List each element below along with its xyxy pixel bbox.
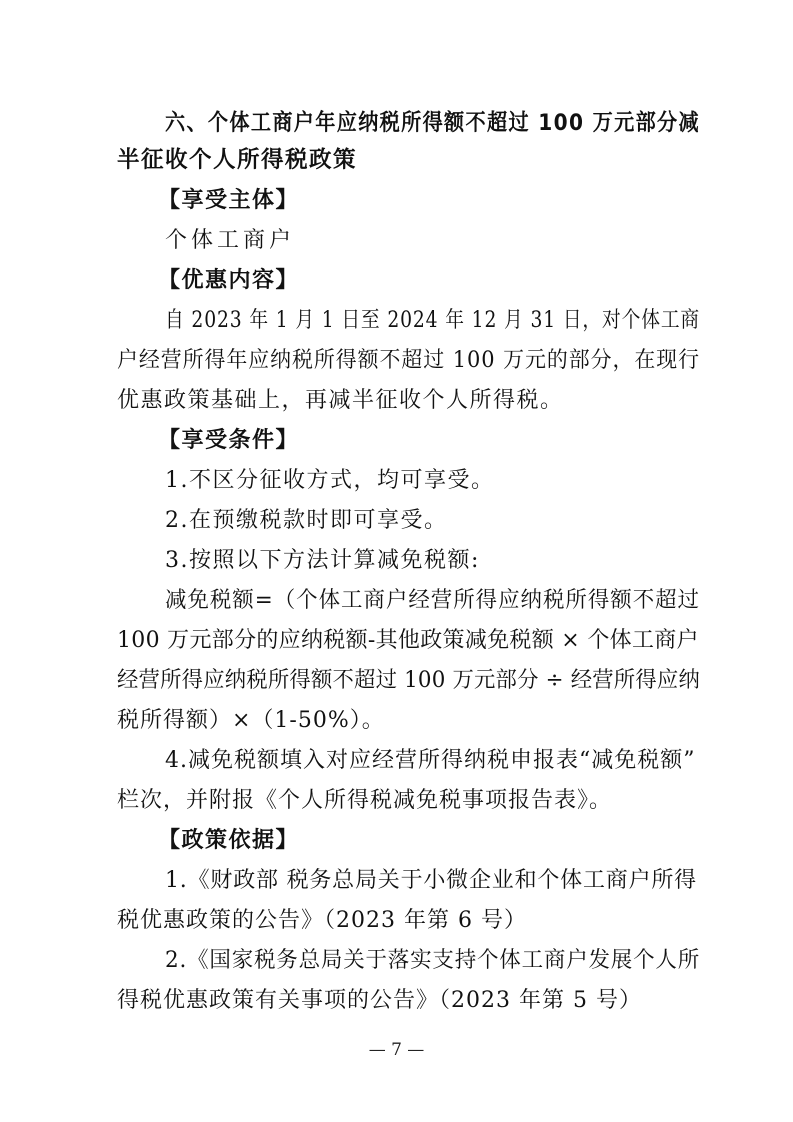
basis-1-line-1: 1.《财政部 税务总局关于小微企业和个体工商户所得 (165, 868, 697, 893)
formula-line-1: 减免税额=（个体工商户经营所得应纳税所得额不超过 (165, 588, 701, 613)
heading-basis: 【政策依据】 (158, 828, 300, 853)
formula-line-2: 100 万元部分的应纳税额-其他政策减免税额 × 个体工商户 (117, 628, 699, 653)
section-title-line-2: 半征收个人所得税政策 (117, 147, 358, 173)
subject-text: 个体工商户 (165, 228, 296, 253)
condition-4-line-1: 4.减免税额填入对应经营所得纳税申报表“减免税额” (165, 748, 696, 773)
basis-1-line-2: 税优惠政策的公告》（2023 年第 6 号） (117, 908, 527, 933)
condition-2: 2.在预缴税款时即可享受。 (165, 508, 448, 533)
heading-subject: 【享受主体】 (158, 188, 300, 213)
condition-4-line-2: 栏次，并附报《个人所得税减免税事项报告表》。 (117, 788, 613, 813)
content-line-2: 户经营所得年应纳税所得额不超过 100 万元的部分，在现行 (117, 348, 701, 373)
content-line-3: 优惠政策基础上，再减半征收个人所得税。 (117, 388, 564, 413)
heading-content: 【优惠内容】 (158, 268, 300, 293)
heading-conditions: 【享受条件】 (158, 428, 300, 453)
condition-3: 3.按照以下方法计算减免税额: (165, 548, 480, 573)
formula-line-3: 经营所得应纳税所得额不超过 100 万元部分 ÷ 经营所得应纳 (117, 668, 701, 693)
page-number: — 7 — (368, 1040, 425, 1060)
condition-1: 1.不区分征收方式，均可享受。 (165, 468, 495, 493)
content-line-1: 自 2023 年 1 月 1 日至 2024 年 12 月 31 日，对个体工商 (165, 308, 701, 333)
formula-line-4: 税所得额）×（1-50%）。 (117, 708, 385, 733)
basis-2-line-1: 2.《国家税务总局关于落实支持个体工商户发展个人所 (165, 948, 701, 973)
basis-2-line-2: 得税优惠政策有关事项的公告》（2023 年第 5 号） (117, 988, 642, 1013)
section-title-line-1: 六、个体工商户年应纳税所得额不超过 100 万元部分减 (165, 110, 700, 136)
